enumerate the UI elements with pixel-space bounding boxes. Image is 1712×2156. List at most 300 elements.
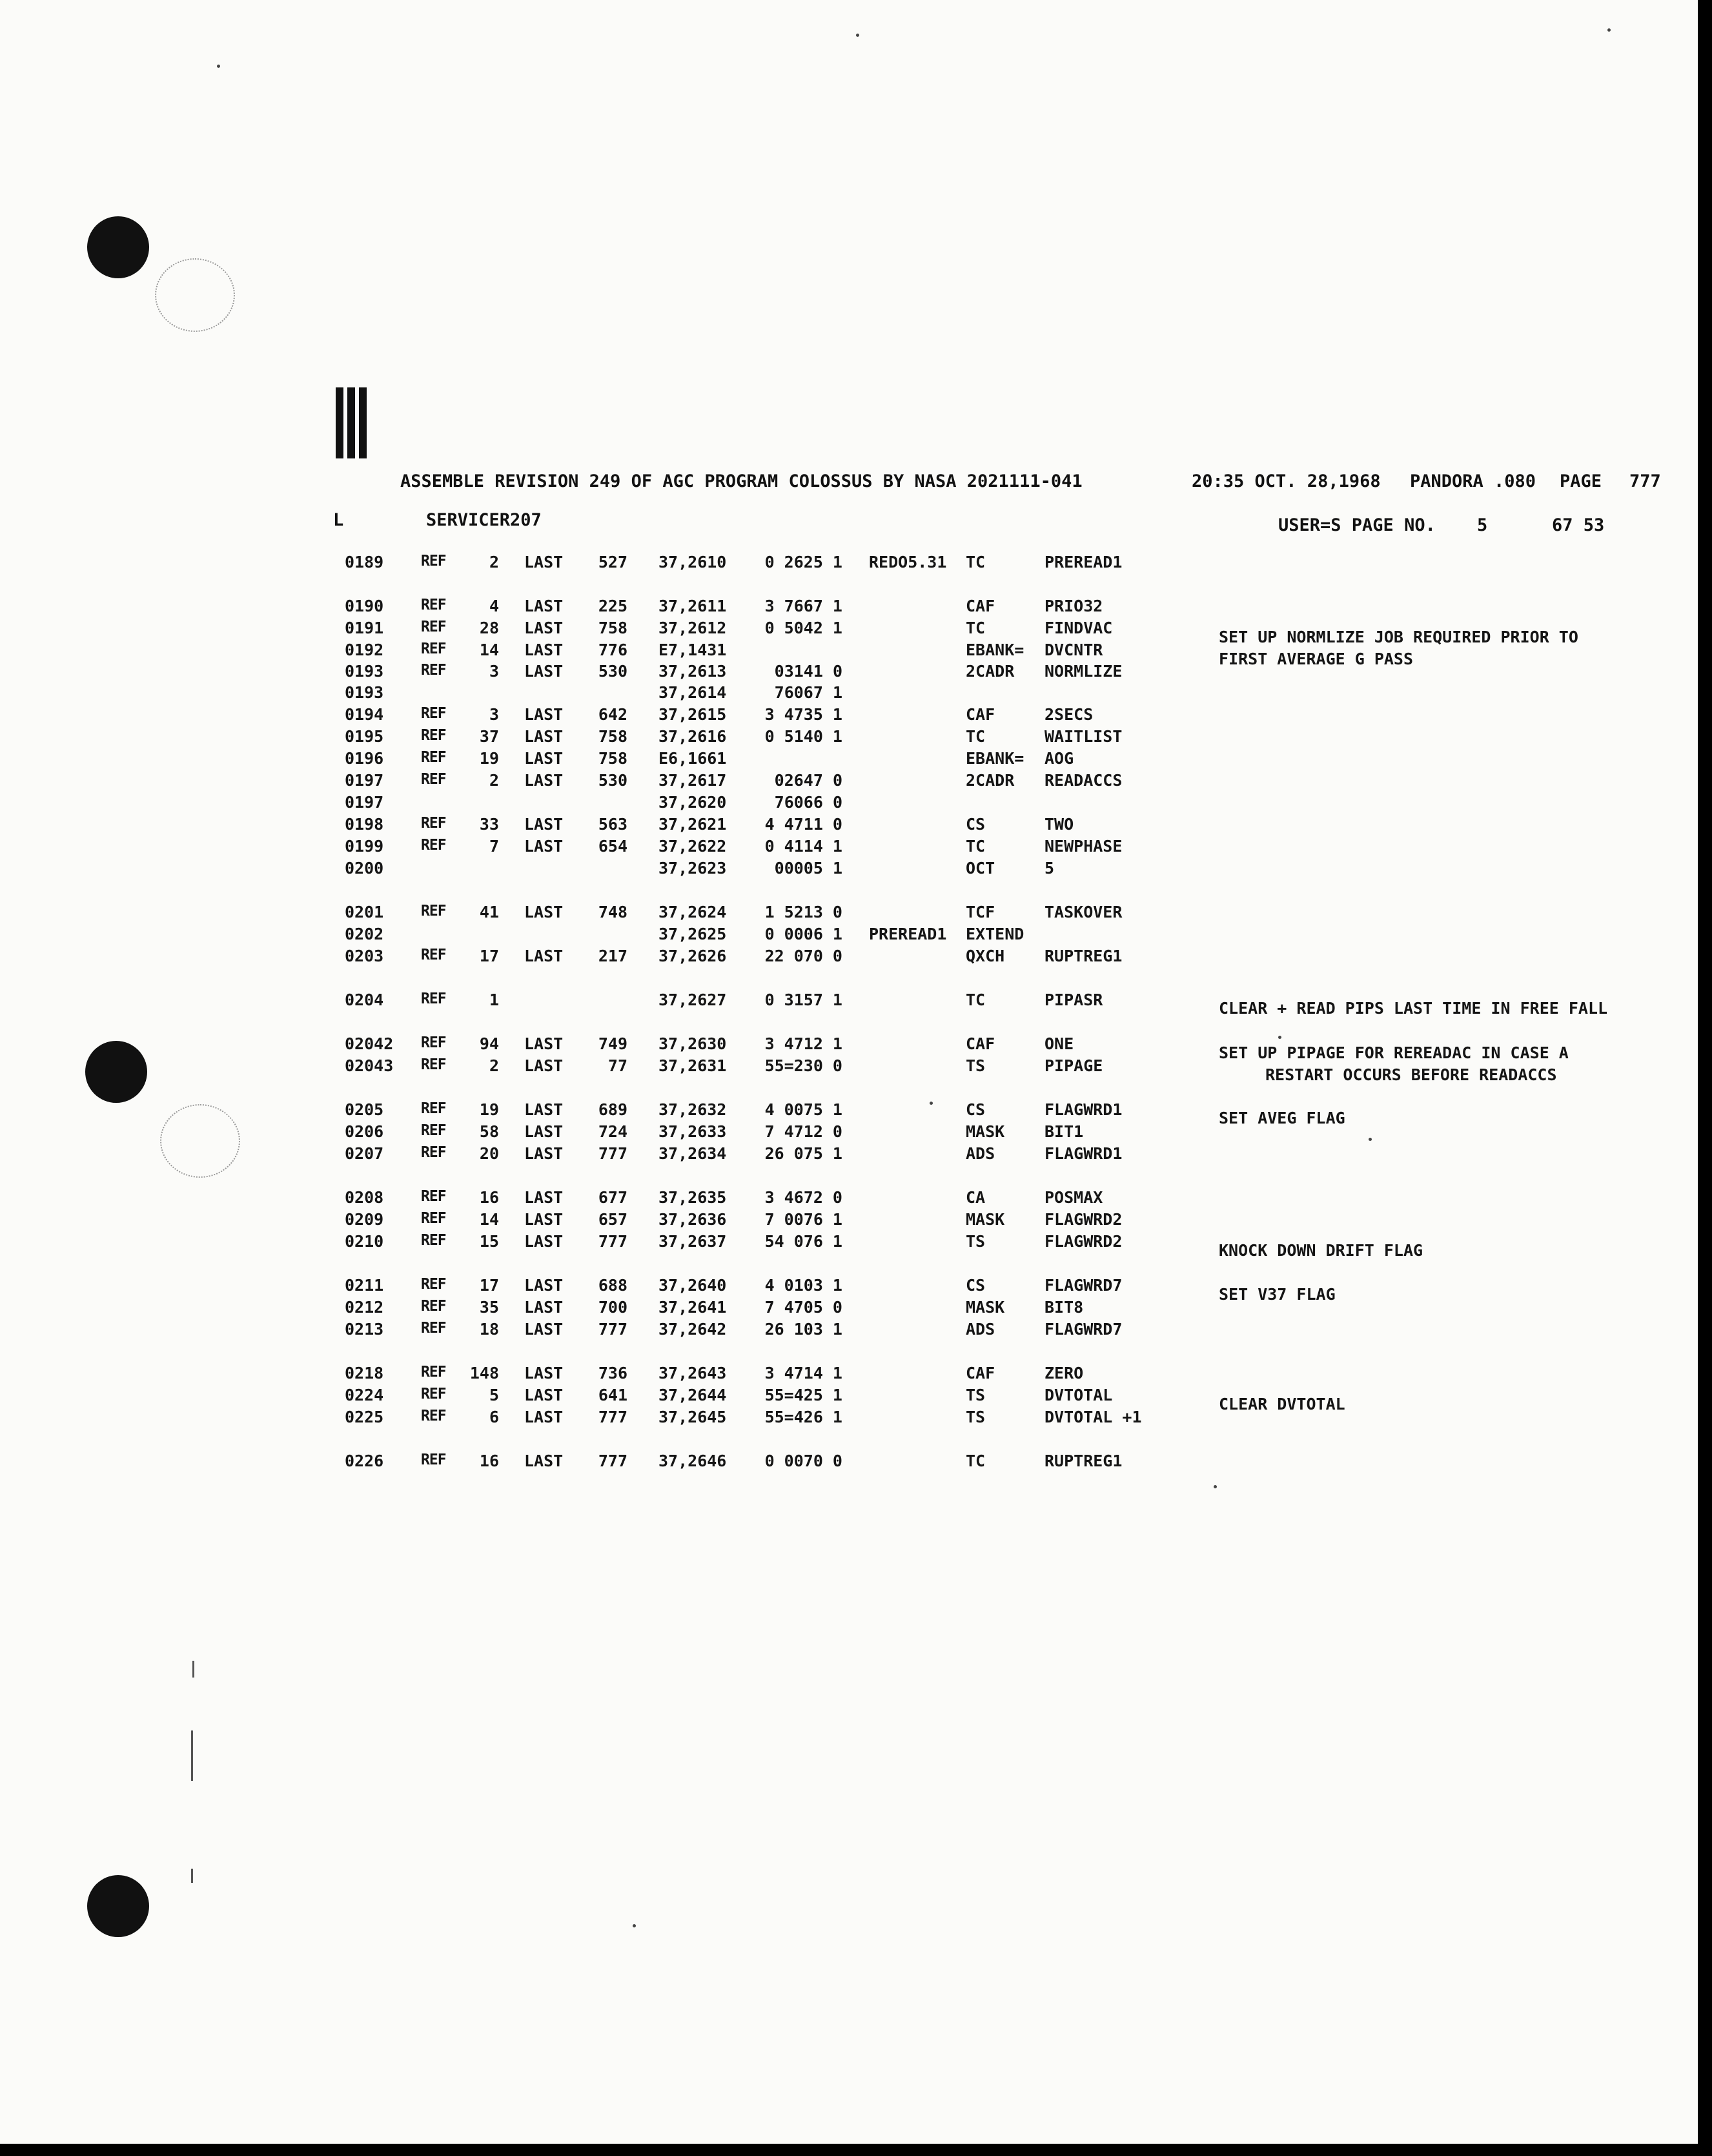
octal-word: 7 0076 1: [764, 1210, 842, 1229]
address: 37,2612: [658, 619, 727, 637]
last-count: 777: [598, 1452, 627, 1470]
last-count: 688: [598, 1276, 627, 1295]
octal-word: 55=230 0: [764, 1056, 842, 1075]
opcode: CS: [966, 815, 986, 834]
last-count: 641: [598, 1386, 627, 1404]
address: 37,2624: [658, 903, 727, 921]
octal-word: 0 0006 1: [764, 925, 842, 943]
ref-count: 14: [479, 1210, 499, 1229]
octal-word: 1 5213 0: [764, 903, 842, 921]
last-marker: LAST: [524, 815, 564, 834]
comment-line: SET V37 FLAG: [1219, 1285, 1336, 1304]
octal-word: 0 5042 1: [764, 619, 842, 637]
address: 37,2630: [658, 1034, 727, 1053]
last-count: 776: [598, 641, 627, 659]
address: E6,1661: [658, 749, 727, 768]
speck: [930, 1102, 933, 1105]
last-marker: LAST: [524, 553, 564, 571]
ref-count: 41: [479, 903, 499, 921]
seq-number: 0208: [345, 1188, 384, 1207]
address: 37,2643: [658, 1364, 727, 1382]
opcode: 2CADR: [966, 662, 1015, 681]
ref-marker: REF: [421, 597, 446, 613]
seq-number: 0212: [345, 1298, 384, 1317]
seq-number: 0211: [345, 1276, 384, 1295]
ref-marker: REF: [421, 1386, 446, 1402]
user-page-label: USER=S PAGE NO.: [1278, 515, 1436, 535]
ref-marker: REF: [421, 641, 446, 657]
operand: AOG: [1045, 749, 1074, 768]
ref-count: 2: [489, 1056, 499, 1075]
margin-mark: [191, 1730, 193, 1781]
sheet-number: 67 53: [1552, 515, 1605, 535]
log-section-name: SERVICER207: [426, 510, 542, 530]
seq-number: 0191: [345, 619, 384, 637]
last-marker: LAST: [524, 947, 564, 965]
address: 37,2613: [658, 662, 727, 681]
address: 37,2623: [658, 859, 727, 878]
ref-count: 33: [479, 815, 499, 834]
last-count: 657: [598, 1210, 627, 1229]
octal-word: 54 076 1: [764, 1232, 842, 1251]
operand: PREREAD1: [1045, 553, 1123, 571]
octal-word: 3 4712 1: [764, 1034, 842, 1053]
ref-count: 20: [479, 1144, 499, 1163]
address: 37,2616: [658, 727, 727, 746]
ref-marker: REF: [421, 1408, 446, 1424]
seq-number: 0196: [345, 749, 384, 768]
address: 37,2610: [658, 553, 727, 571]
last-count: 530: [598, 771, 627, 790]
last-marker: LAST: [524, 641, 564, 659]
octal-word: 4 0075 1: [764, 1100, 842, 1119]
ref-count: 16: [479, 1188, 499, 1207]
last-count: 77: [607, 1056, 627, 1075]
seq-number: 0203: [345, 947, 384, 965]
octal-word: 3 4714 1: [764, 1364, 842, 1382]
seq-number: 0218: [345, 1364, 384, 1382]
octal-word: 7 4705 0: [764, 1298, 842, 1317]
speck: [1607, 28, 1611, 32]
operand: ZERO: [1045, 1364, 1084, 1382]
last-count: 677: [598, 1188, 627, 1207]
address: 37,2641: [658, 1298, 727, 1317]
listing-timestamp: 20:35 OCT. 28,1968: [1192, 471, 1381, 491]
ref-count: 5: [489, 1386, 499, 1404]
opcode: TS: [966, 1056, 986, 1075]
ref-count: 17: [479, 1276, 499, 1295]
punch-hole-middle: [85, 1041, 147, 1103]
operand: DVTOTAL: [1045, 1386, 1113, 1404]
operand: TWO: [1045, 815, 1074, 834]
last-count: 724: [598, 1122, 627, 1141]
octal-word: 0 4114 1: [764, 837, 842, 856]
opcode: CAF: [966, 705, 995, 724]
ref-marker: REF: [421, 619, 446, 635]
last-marker: LAST: [524, 771, 564, 790]
address: 37,2625: [658, 925, 727, 943]
ref-marker: REF: [421, 662, 446, 679]
ref-marker: REF: [421, 705, 446, 722]
opcode: CS: [966, 1276, 986, 1295]
operand: NORMLIZE: [1045, 662, 1123, 681]
last-count: 530: [598, 662, 627, 681]
ref-count: 4: [489, 597, 499, 615]
punch-hole-ghost-top: [155, 258, 235, 332]
opcode: CAF: [966, 1034, 995, 1053]
seq-number: 0200: [345, 859, 384, 878]
ref-count: 17: [479, 947, 499, 965]
ref-marker: REF: [421, 1210, 446, 1227]
last-marker: LAST: [524, 1298, 564, 1317]
last-count: 563: [598, 815, 627, 834]
comment-line: CLEAR DVTOTAL: [1219, 1395, 1345, 1413]
octal-word: 76067 1: [774, 683, 842, 702]
ref-marker: REF: [421, 1188, 446, 1205]
seq-number: 0206: [345, 1122, 384, 1141]
operand: FLAGWRD2: [1045, 1210, 1123, 1229]
operand: WAITLIST: [1045, 727, 1123, 746]
operand: FINDVAC: [1045, 619, 1113, 637]
octal-word: 26 103 1: [764, 1320, 842, 1339]
last-count: 527: [598, 553, 627, 571]
last-marker: LAST: [524, 1210, 564, 1229]
last-count: 654: [598, 837, 627, 856]
octal-word: 76066 0: [774, 793, 842, 812]
ref-marker: REF: [421, 1320, 446, 1337]
ref-marker: REF: [421, 1144, 446, 1161]
last-count: 749: [598, 1034, 627, 1053]
address: 37,2621: [658, 815, 727, 834]
seq-number: 0210: [345, 1232, 384, 1251]
last-count: 758: [598, 619, 627, 637]
opcode: CAF: [966, 1364, 995, 1382]
ref-count: 35: [479, 1298, 499, 1317]
last-count: 758: [598, 727, 627, 746]
speck: [1278, 1036, 1281, 1039]
ref-marker: REF: [421, 1232, 446, 1249]
ref-count: 15: [479, 1232, 499, 1251]
address: 37,2634: [658, 1144, 727, 1163]
ref-marker: REF: [421, 771, 446, 788]
opcode: EBANK=: [966, 641, 1024, 659]
last-count: 689: [598, 1100, 627, 1119]
last-marker: LAST: [524, 903, 564, 921]
seq-number: 0224: [345, 1386, 384, 1404]
operand: RUPTREG1: [1045, 1452, 1123, 1470]
address: 37,2644: [658, 1386, 727, 1404]
comment-line: SET AVEG FLAG: [1219, 1109, 1345, 1127]
speck: [1214, 1485, 1217, 1488]
seq-number: 0207: [345, 1144, 384, 1163]
last-marker: LAST: [524, 1276, 564, 1295]
seq-number: 0192: [345, 641, 384, 659]
operand: PIPAGE: [1045, 1056, 1103, 1075]
address: 37,2617: [658, 771, 727, 790]
ref-count: 3: [489, 662, 499, 681]
octal-word: 22 070 0: [764, 947, 842, 965]
ref-marker: REF: [421, 903, 446, 919]
speck: [217, 65, 220, 68]
operand: READACCS: [1045, 771, 1123, 790]
last-count: 225: [598, 597, 627, 615]
last-count: 700: [598, 1298, 627, 1317]
operand: PIPASR: [1045, 991, 1103, 1009]
comment-line: FIRST AVERAGE G PASS: [1219, 650, 1414, 668]
opcode: CA: [966, 1188, 986, 1207]
operand: FLAGWRD7: [1045, 1320, 1123, 1339]
opcode: TS: [966, 1232, 986, 1251]
last-marker: LAST: [524, 1386, 564, 1404]
opcode: CS: [966, 1100, 986, 1119]
address: 37,2622: [658, 837, 727, 856]
last-marker: LAST: [524, 1452, 564, 1470]
opcode: CAF: [966, 597, 995, 615]
opcode: TC: [966, 991, 986, 1009]
last-count: 777: [598, 1232, 627, 1251]
ref-count: 2: [489, 553, 499, 571]
last-marker: LAST: [524, 749, 564, 768]
opcode: EXTEND: [966, 925, 1024, 943]
ref-marker: REF: [421, 1122, 446, 1139]
operand: DVTOTAL +1: [1045, 1408, 1142, 1426]
user-page-number: 5: [1477, 515, 1488, 535]
last-marker: LAST: [524, 597, 564, 615]
margin-mark: [192, 1661, 194, 1678]
comment-line: KNOCK DOWN DRIFT FLAG: [1219, 1241, 1423, 1260]
last-marker: LAST: [524, 1100, 564, 1119]
last-marker: LAST: [524, 705, 564, 724]
ref-marker: REF: [421, 991, 446, 1007]
ref-count: 19: [479, 1100, 499, 1119]
opcode: TC: [966, 837, 986, 856]
speck: [633, 1924, 636, 1927]
ref-count: 19: [479, 749, 499, 768]
last-marker: LAST: [524, 1122, 564, 1141]
operand: TASKOVER: [1045, 903, 1123, 921]
opcode: MASK: [966, 1298, 1005, 1317]
seq-number: 0190: [345, 597, 384, 615]
seq-number: 0209: [345, 1210, 384, 1229]
octal-word: 7 4712 0: [764, 1122, 842, 1141]
listing-title: ASSEMBLE REVISION 249 OF AGC PROGRAM COLOSSUS BY NASA 2021111-041: [400, 471, 1083, 491]
last-marker: LAST: [524, 1144, 564, 1163]
last-marker: LAST: [524, 619, 564, 637]
last-count: 777: [598, 1320, 627, 1339]
seq-number: 02042: [345, 1034, 394, 1053]
address: 37,2646: [658, 1452, 727, 1470]
last-marker: LAST: [524, 1364, 564, 1382]
address: 37,2637: [658, 1232, 727, 1251]
address: 37,2640: [658, 1276, 727, 1295]
operand: RUPTREG1: [1045, 947, 1123, 965]
ref-count: 7: [489, 837, 499, 856]
address: 37,2642: [658, 1320, 727, 1339]
octal-word: 3 4735 1: [764, 705, 842, 724]
last-count: 217: [598, 947, 627, 965]
binder-bar-marks: [336, 387, 372, 465]
ref-marker: REF: [421, 1364, 446, 1381]
last-marker: LAST: [524, 727, 564, 746]
last-marker: LAST: [524, 1320, 564, 1339]
punch-hole-ghost-middle: [160, 1104, 240, 1178]
operand: FLAGWRD1: [1045, 1100, 1123, 1119]
comment-line: RESTART OCCURS BEFORE READACCS: [1265, 1065, 1557, 1084]
punch-hole-top: [87, 216, 149, 278]
opcode: TCF: [966, 903, 995, 921]
opcode: TC: [966, 727, 986, 746]
opcode: OCT: [966, 859, 995, 878]
symbol-label: PREREAD1: [869, 925, 947, 943]
operand: ONE: [1045, 1034, 1074, 1053]
opcode: 2CADR: [966, 771, 1015, 790]
ref-count: 3: [489, 705, 499, 724]
octal-word: 03141 0: [774, 662, 842, 681]
octal-word: 4 4711 0: [764, 815, 842, 834]
ref-count: 37: [479, 727, 499, 746]
seq-number: 0205: [345, 1100, 384, 1119]
last-marker: LAST: [524, 662, 564, 681]
ref-marker: REF: [421, 727, 446, 744]
opcode: TC: [966, 553, 986, 571]
octal-word: 55=426 1: [764, 1408, 842, 1426]
last-count: 736: [598, 1364, 627, 1382]
seq-number: 0194: [345, 705, 384, 724]
seq-number: 0204: [345, 991, 384, 1009]
page-number: 777: [1629, 471, 1661, 491]
ref-marker: REF: [421, 553, 446, 570]
operand: BIT8: [1045, 1298, 1084, 1317]
last-count: 758: [598, 749, 627, 768]
ref-count: 14: [479, 641, 499, 659]
ref-count: 94: [479, 1034, 499, 1053]
ref-count: 6: [489, 1408, 499, 1426]
last-marker: LAST: [524, 1408, 564, 1426]
seq-number: 0195: [345, 727, 384, 746]
octal-word: 3 4672 0: [764, 1188, 842, 1207]
operand: FLAGWRD1: [1045, 1144, 1123, 1163]
seq-number: 0193: [345, 683, 384, 702]
octal-word: 0 0070 0: [764, 1452, 842, 1470]
octal-word: 0 2625 1: [764, 553, 842, 571]
ref-marker: REF: [421, 749, 446, 766]
seq-number: 0225: [345, 1408, 384, 1426]
seq-number: 0213: [345, 1320, 384, 1339]
ref-count: 58: [479, 1122, 499, 1141]
opcode: QXCH: [966, 947, 1005, 965]
operand: POSMAX: [1045, 1188, 1103, 1207]
seq-number: 0197: [345, 771, 384, 790]
opcode: ADS: [966, 1320, 995, 1339]
seq-number: 0193: [345, 662, 384, 681]
address: 37,2645: [658, 1408, 727, 1426]
page-label: PAGE: [1560, 471, 1602, 491]
opcode: EBANK=: [966, 749, 1024, 768]
address: 37,2631: [658, 1056, 727, 1075]
ref-marker: REF: [421, 1452, 446, 1468]
symbol-label: REDO5.31: [869, 553, 947, 571]
operand: NEWPHASE: [1045, 837, 1123, 856]
operand: DVCNTR: [1045, 641, 1103, 659]
address: 37,2626: [658, 947, 727, 965]
seq-number: 0197: [345, 793, 384, 812]
opcode: TS: [966, 1408, 986, 1426]
seq-number: 0202: [345, 925, 384, 943]
ref-marker: REF: [421, 837, 446, 854]
address: 37,2636: [658, 1210, 727, 1229]
ref-marker: REF: [421, 1056, 446, 1073]
address: E7,1431: [658, 641, 727, 659]
seq-number: 02043: [345, 1056, 394, 1075]
octal-word: 55=425 1: [764, 1386, 842, 1404]
last-marker: LAST: [524, 1232, 564, 1251]
comment-line: SET UP PIPAGE FOR REREADAC IN CASE A: [1219, 1043, 1569, 1062]
ref-marker: REF: [421, 1276, 446, 1293]
last-count: 777: [598, 1144, 627, 1163]
ref-marker: REF: [421, 1100, 446, 1117]
octal-word: 02647 0: [774, 771, 842, 790]
operand: FLAGWRD2: [1045, 1232, 1123, 1251]
ref-count: 148: [469, 1364, 499, 1382]
seq-number: 0199: [345, 837, 384, 856]
last-count: 748: [598, 903, 627, 921]
last-marker: LAST: [524, 837, 564, 856]
operand: FLAGWRD7: [1045, 1276, 1123, 1295]
operand: PRIO32: [1045, 597, 1103, 615]
comment-line: CLEAR + READ PIPS LAST TIME IN FREE FALL: [1219, 999, 1608, 1018]
seq-number: 0198: [345, 815, 384, 834]
address: 37,2620: [658, 793, 727, 812]
ref-count: 18: [479, 1320, 499, 1339]
speck: [856, 34, 859, 37]
address: 37,2627: [658, 991, 727, 1009]
octal-word: 0 5140 1: [764, 727, 842, 746]
ref-marker: REF: [421, 1298, 446, 1315]
operand: 2SECS: [1045, 705, 1094, 724]
opcode: ADS: [966, 1144, 995, 1163]
octal-word: 3 7667 1: [764, 597, 842, 615]
punch-hole-bottom: [87, 1875, 149, 1937]
last-count: 642: [598, 705, 627, 724]
speck: [1369, 1138, 1372, 1141]
ref-count: 16: [479, 1452, 499, 1470]
ref-marker: REF: [421, 947, 446, 963]
opcode: TS: [966, 1386, 986, 1404]
address: 37,2635: [658, 1188, 727, 1207]
address: 37,2632: [658, 1100, 727, 1119]
octal-word: 00005 1: [774, 859, 842, 878]
opcode: TC: [966, 1452, 986, 1470]
address: 37,2611: [658, 597, 727, 615]
operand: 5: [1045, 859, 1055, 878]
margin-mark: [191, 1869, 193, 1883]
address: 37,2633: [658, 1122, 727, 1141]
seq-number: 0201: [345, 903, 384, 921]
ref-marker: REF: [421, 1034, 446, 1051]
ref-marker: REF: [421, 815, 446, 832]
opcode: MASK: [966, 1210, 1005, 1229]
comment-line: SET UP NORMLIZE JOB REQUIRED PRIOR TO: [1219, 628, 1578, 646]
log-marker: L: [333, 510, 344, 530]
ref-count: 2: [489, 771, 499, 790]
ref-count: 28: [479, 619, 499, 637]
ref-count: 1: [489, 991, 499, 1009]
octal-word: 4 0103 1: [764, 1276, 842, 1295]
octal-word: 26 075 1: [764, 1144, 842, 1163]
address: 37,2615: [658, 705, 727, 724]
address: 37,2614: [658, 683, 727, 702]
opcode: MASK: [966, 1122, 1005, 1141]
